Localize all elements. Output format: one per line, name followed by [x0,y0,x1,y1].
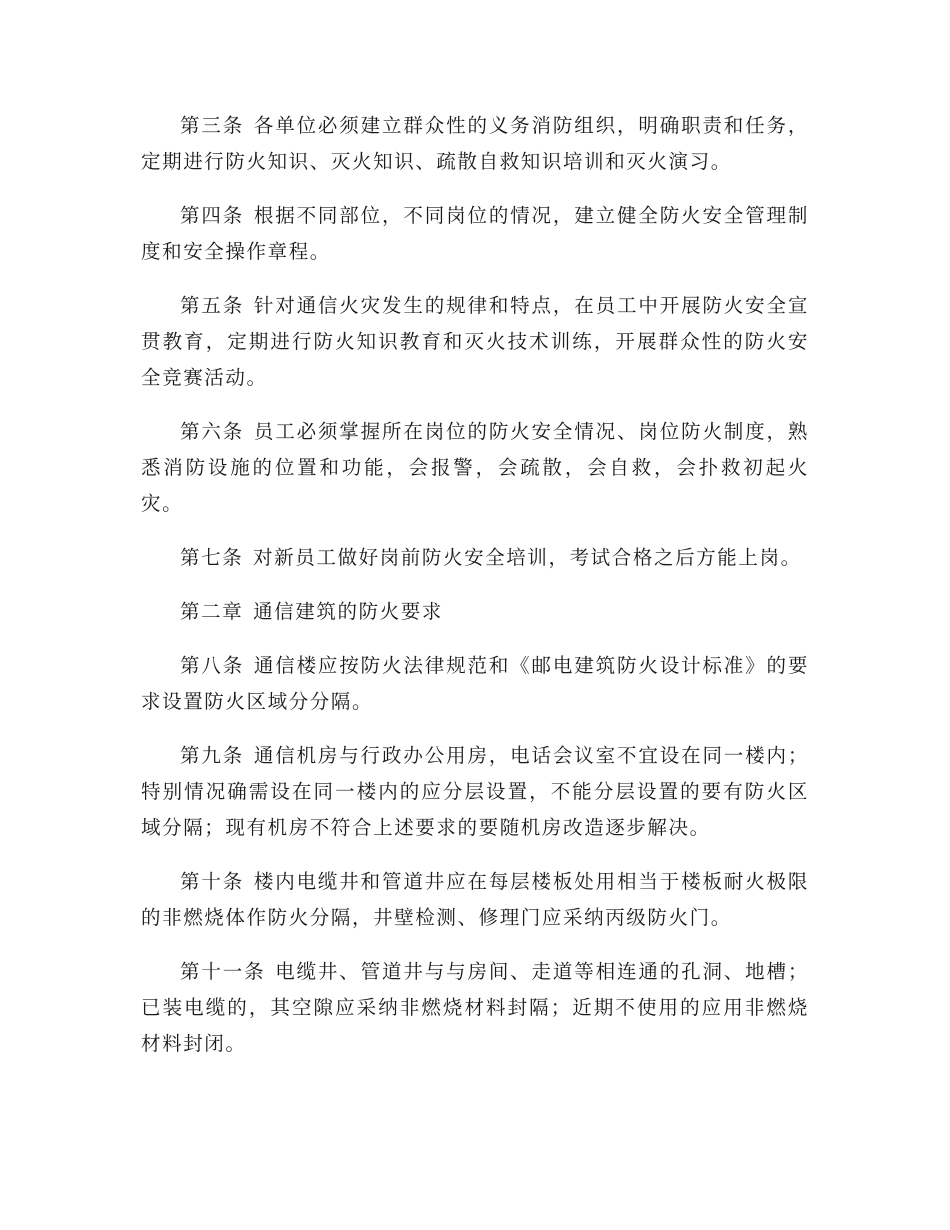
article-text: 针对通信火灾发生的规律和特点，在员工中开展防火安全宣贯教育，定期进行防火知识教育和灭火技术训练，开展群众性的防火安全竞赛活动。 [141,294,809,389]
article-label: 第十一条 [180,960,266,983]
chapter-title: 通信建筑的防火要求 [253,600,443,623]
article-4 [141,198,809,270]
article-label: 第四条 [180,204,245,227]
article-11 [141,954,809,1062]
article-9 [141,738,809,846]
chapter-label: 第二章 [180,600,244,623]
chapter-2-heading [141,594,809,630]
article-6 [141,414,809,522]
article-label: 第三条 [180,114,245,137]
article-label: 第十条 [180,870,245,893]
article-3 [141,108,809,180]
article-text: 对新员工做好岗前防火安全培训，考试合格之后方能上岗。 [253,546,802,569]
article-label: 第八条 [180,654,245,677]
article-label: 第九条 [180,744,245,767]
article-text: 根据不同部位，不同岗位的情况，建立健全防火安全管理制度和安全操作章程。 [141,204,809,263]
document-body [141,108,809,1080]
article-text: 各单位必须建立群众性的义务消防组织，明确职责和任务，定期进行防火知识、灭火知识、疏散自救知识培训和灭火演习。 [141,114,809,173]
article-8 [141,648,809,720]
article-5 [141,288,809,396]
article-text: 电缆井、管道井与与房间、走道等相连通的孔洞、地槽；已装电缆的，其空隙应采纳非燃烧材料封隔；近期不使用的应用非燃烧材料封闭。 [141,960,809,1055]
article-text: 员工必须掌握所在岗位的防火安全情况、岗位防火制度，熟悉消防设施的位置和功能，会报警，会疏散，会自救，会扑救初起火灾。 [141,420,809,515]
article-text: 楼内电缆井和管道井应在每层楼板处用相当于楼板耐火极限的非燃烧体作防火分隔，井壁检测、修理门应采纳丙级防火门。 [141,870,809,929]
article-7 [141,540,809,576]
article-text: 通信机房与行政办公用房，电话会议室不宜设在同一楼内；特别情况确需设在同一楼内的应分层设置，不能分层设置的要有防火区域分隔；现有机房不符合上述要求的要随机房改造逐步解决。 [141,744,809,839]
article-label: 第七条 [180,546,244,569]
article-10 [141,864,809,936]
article-text: 通信楼应按防火法律规范和《邮电建筑防火设计标准》的要求设置防火区域分分隔。 [141,654,809,713]
article-label: 第五条 [180,294,245,317]
article-label: 第六条 [180,420,245,443]
